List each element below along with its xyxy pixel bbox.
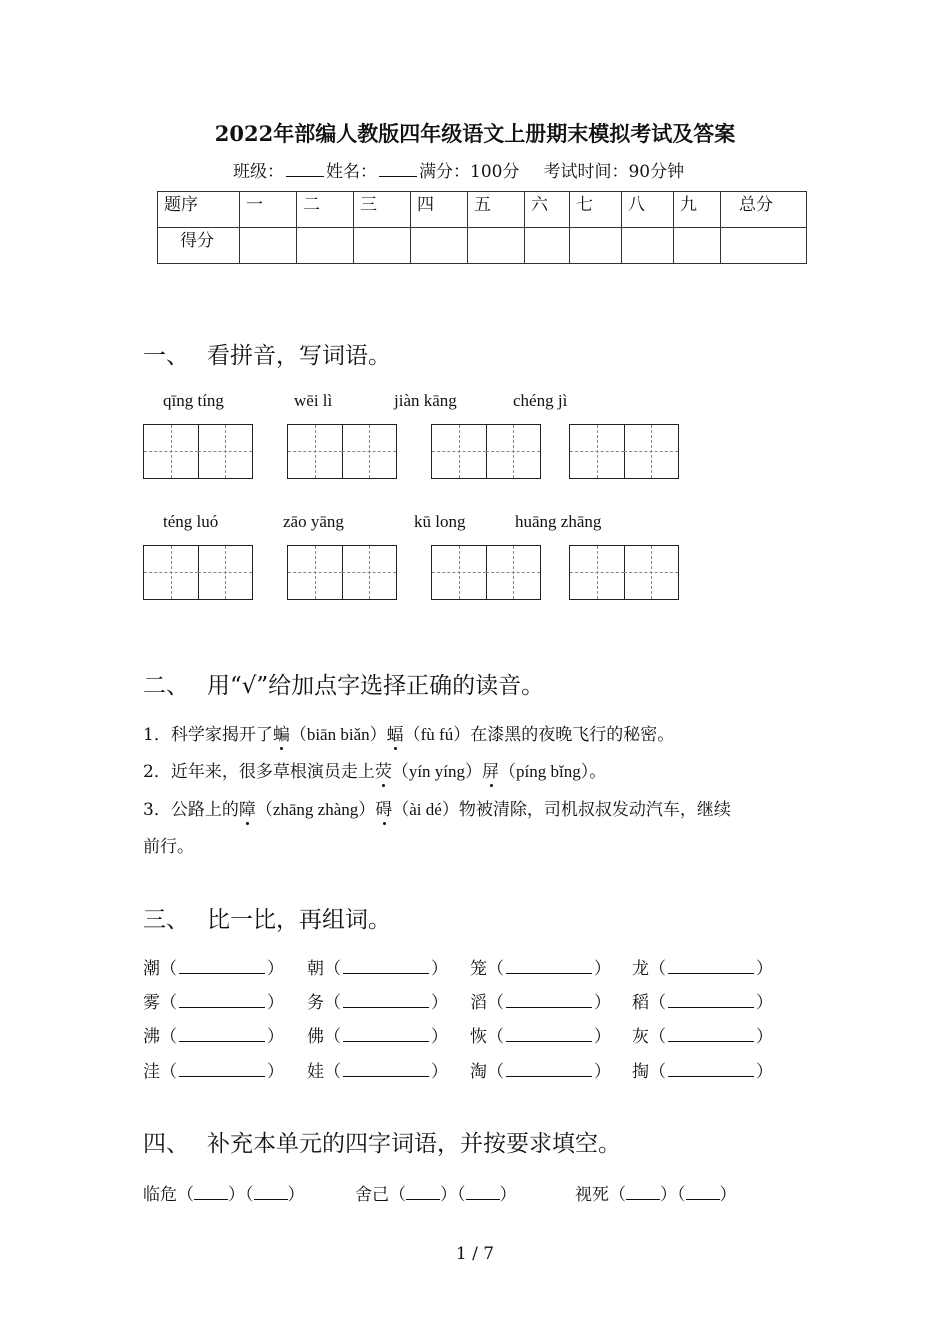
compare-char: 朝 xyxy=(307,959,324,979)
compare-item: 洼（ ） xyxy=(143,1062,284,1082)
word-blank[interactable] xyxy=(506,991,592,1008)
section-title: 看拼音，写词语。 xyxy=(207,343,391,369)
score-cell[interactable] xyxy=(297,228,354,264)
question-3 xyxy=(143,795,731,820)
compare-item: 灰（ ） xyxy=(632,1027,773,1047)
score-header-cell: 二 xyxy=(297,192,354,228)
compare-char: 滔 xyxy=(470,993,487,1013)
compare-char: 雾 xyxy=(143,993,160,1013)
idiom-blank[interactable] xyxy=(254,1183,288,1200)
word-blank[interactable] xyxy=(668,1060,754,1077)
word-blank[interactable] xyxy=(343,991,429,1008)
section-1-heading xyxy=(143,337,391,370)
score-cell[interactable] xyxy=(721,228,807,264)
compare-item: 淘（ ） xyxy=(470,1062,611,1082)
compare-char: 佛 xyxy=(307,1027,324,1047)
section-2-heading xyxy=(143,667,544,700)
question-text: 3．公路上的 xyxy=(143,800,239,820)
word-blank[interactable] xyxy=(179,1060,265,1077)
pinyin-label: zāo yāng xyxy=(283,512,344,531)
score-cell[interactable] xyxy=(411,228,468,264)
section-number: 一、 xyxy=(143,343,189,369)
compare-char: 务 xyxy=(307,993,324,1013)
idiom-blank[interactable] xyxy=(626,1183,660,1200)
score-header-cell: 五 xyxy=(468,192,525,228)
question-text: 1．科学家揭开了 xyxy=(143,725,273,745)
word-blank[interactable] xyxy=(179,991,265,1008)
compare-item: 佛（ ） xyxy=(307,1027,448,1047)
pinyin-label: huāng zhāng xyxy=(515,512,602,531)
score-header-cell: 九 xyxy=(674,192,721,228)
word-blank[interactable] xyxy=(179,957,265,974)
page-number: 1 / 7 xyxy=(455,1244,495,1264)
score-cell[interactable] xyxy=(622,228,674,264)
compare-item: 滔（ ） xyxy=(470,993,611,1013)
compare-item: 朝（ ） xyxy=(307,959,448,979)
idiom-blank[interactable] xyxy=(194,1183,228,1200)
compare-char: 潮 xyxy=(143,959,160,979)
idiom-prefix: 视死 xyxy=(575,1185,609,1205)
compare-char: 笼 xyxy=(470,959,487,979)
score-header-cell: 总分 xyxy=(721,192,807,228)
compare-char: 掏 xyxy=(632,1062,649,1082)
section-title: 用“√”给加点字选择正确的读音。 xyxy=(207,673,545,699)
score-header-cell: 一 xyxy=(240,192,297,228)
dotted-char: 碍 xyxy=(375,795,392,820)
name-label: 姓名： xyxy=(326,162,377,182)
section-number: 三、 xyxy=(143,907,189,933)
word-blank[interactable] xyxy=(506,1060,592,1077)
score-header-cell: 六 xyxy=(525,192,570,228)
page-title: 2022年部编人教版四年级语文上册期末模拟考试及答案 xyxy=(214,121,736,146)
pinyin-options[interactable]: （biān biǎn） xyxy=(289,725,387,744)
section-number: 四、 xyxy=(143,1131,189,1157)
score-cell[interactable] xyxy=(468,228,525,264)
idiom-item: 舍己（ ）（ ） xyxy=(355,1185,517,1205)
pinyin-options[interactable]: （zhāng zhàng） xyxy=(255,800,376,819)
question-text: 在漆黑的夜晚飞行的秘密。 xyxy=(470,725,675,745)
question-2 xyxy=(143,757,606,782)
score-header-cell: 三 xyxy=(354,192,411,228)
word-blank[interactable] xyxy=(668,991,754,1008)
idiom-prefix: 舍己 xyxy=(355,1185,389,1205)
question-text: 2．近年来，很多草根演员走上 xyxy=(143,762,375,782)
writing-grid[interactable] xyxy=(569,545,679,600)
class-blank[interactable] xyxy=(286,162,324,177)
compare-item: 潮（ ） xyxy=(143,959,284,979)
compare-char: 灰 xyxy=(632,1027,649,1047)
compare-char: 娃 xyxy=(307,1062,324,1082)
exam-info xyxy=(233,157,684,182)
pinyin-label: téng luó xyxy=(163,512,219,531)
writing-grid[interactable] xyxy=(287,424,397,479)
idiom-blank[interactable] xyxy=(686,1183,720,1200)
exam-time: 考试时间：90分钟 xyxy=(543,162,685,182)
score-header-cell: 七 xyxy=(570,192,622,228)
word-blank[interactable] xyxy=(506,1025,592,1042)
question-text: 物被清除，司机叔叔发动汽车，继续 xyxy=(458,800,731,820)
class-label: 班级： xyxy=(233,162,284,182)
idiom-blank[interactable] xyxy=(406,1183,440,1200)
pinyin-options[interactable]: （fù fú） xyxy=(403,725,471,744)
writing-grid[interactable] xyxy=(569,424,679,479)
idiom-prefix: 临危 xyxy=(143,1185,177,1205)
pinyin-label: chéng jì xyxy=(513,391,568,410)
pinyin-options[interactable]: （píng bǐng） xyxy=(499,762,590,781)
section-title: 补充本单元的四字词语，并按要求填空。 xyxy=(207,1131,621,1157)
idiom-item: 视死（ ）（ ） xyxy=(575,1185,737,1205)
dotted-char: 屏 xyxy=(482,757,499,782)
word-blank[interactable] xyxy=(179,1025,265,1042)
dotted-char: 荧 xyxy=(375,757,392,782)
word-blank[interactable] xyxy=(343,1060,429,1077)
writing-grid[interactable] xyxy=(143,424,253,479)
compare-item: 务（ ） xyxy=(307,993,448,1013)
pinyin-options[interactable]: （ài dé） xyxy=(392,800,459,819)
compare-item: 掏（ ） xyxy=(632,1062,773,1082)
word-blank[interactable] xyxy=(343,957,429,974)
word-blank[interactable] xyxy=(668,957,754,974)
score-header-cell: 八 xyxy=(622,192,674,228)
compare-item: 稻（ ） xyxy=(632,993,773,1013)
compare-item: 娃（ ） xyxy=(307,1062,448,1082)
section-title: 比一比，再组词。 xyxy=(207,907,391,933)
pinyin-label: wēi lì xyxy=(294,391,333,410)
pinyin-label: jiàn kāng xyxy=(394,391,457,410)
compare-item: 龙（ ） xyxy=(632,959,773,979)
question-3-continued: 前行。 xyxy=(143,837,194,857)
compare-item: 雾（ ） xyxy=(143,993,284,1013)
score-cell[interactable] xyxy=(240,228,297,264)
word-blank[interactable] xyxy=(343,1025,429,1042)
dotted-char: 障 xyxy=(239,795,256,820)
idiom-item: 临危（ ）（ ） xyxy=(143,1185,305,1205)
question-1 xyxy=(143,720,674,745)
compare-char: 恢 xyxy=(470,1027,487,1047)
score-row-label: 得分 xyxy=(158,228,240,264)
compare-item: 沸（ ） xyxy=(143,1027,284,1047)
compare-char: 洼 xyxy=(143,1062,160,1082)
section-3-heading xyxy=(143,901,391,934)
writing-grid[interactable] xyxy=(287,545,397,600)
dotted-char: 蝙 xyxy=(273,720,290,745)
pinyin-label: qīng tíng xyxy=(163,391,224,410)
idiom-blank[interactable] xyxy=(466,1183,500,1200)
compare-char: 龙 xyxy=(632,959,649,979)
section-4-heading xyxy=(143,1125,621,1158)
writing-grid[interactable] xyxy=(431,424,541,479)
full-score: 满分：100分 xyxy=(419,162,520,182)
compare-item: 恢（ ） xyxy=(470,1027,611,1047)
section-number: 二、 xyxy=(143,673,189,699)
compare-char: 稻 xyxy=(632,993,649,1013)
word-blank[interactable] xyxy=(506,957,592,974)
question-text: 。 xyxy=(589,762,607,782)
compare-item: 笼（ ） xyxy=(470,959,611,979)
score-header-row xyxy=(158,192,807,228)
compare-char: 淘 xyxy=(470,1062,487,1082)
pinyin-options[interactable]: （yín yíng） xyxy=(391,762,483,781)
writing-grid[interactable] xyxy=(431,545,541,600)
score-header-cell: 四 xyxy=(411,192,468,228)
score-cell[interactable] xyxy=(674,228,721,264)
score-cell[interactable] xyxy=(525,228,570,264)
name-blank[interactable] xyxy=(379,162,417,177)
score-cell[interactable] xyxy=(570,228,622,264)
compare-char: 沸 xyxy=(143,1027,160,1047)
writing-grid[interactable] xyxy=(143,545,253,600)
score-cell[interactable] xyxy=(354,228,411,264)
score-table xyxy=(157,191,807,264)
dotted-char: 蝠 xyxy=(387,720,404,745)
word-blank[interactable] xyxy=(668,1025,754,1042)
score-value-row xyxy=(158,228,807,264)
pinyin-label: kū long xyxy=(414,512,466,531)
score-header-cell: 题序 xyxy=(158,192,240,228)
